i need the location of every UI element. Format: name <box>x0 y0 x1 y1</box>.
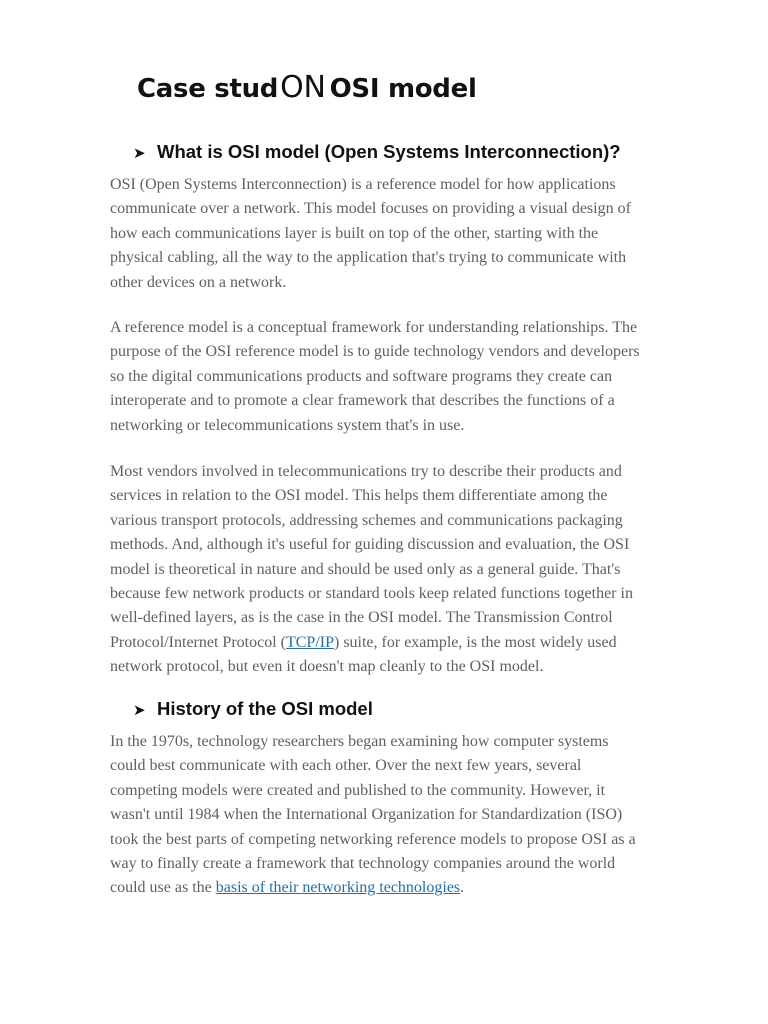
arrow-bullet-icon: ➤ <box>133 701 146 719</box>
paragraph-history <box>110 730 710 901</box>
paragraph-osi-definition: OSI (Open Systems Interconnection) is a reference model for how applications communicate over a network. This model focuses on providing a visual design of how each communications layer is built on top of the other, starting with the physical cabling, all the way to the application that's trying to communicate with other devices on a network. <box>110 176 631 291</box>
paragraph-reference-model: A reference model is a conceptual framework for understanding relationships. The purpose of the OSI reference model is to guide technology vendors and developers so the digital communications products and software programs they create can interoperate and to promote a clear framework that describes the functions of a networking or telecommunications system that's in use. <box>110 319 640 434</box>
networking-technologies-link[interactable]: basis of their networking technologies <box>215 879 461 897</box>
section-heading-history <box>133 698 373 720</box>
paragraph-text-after-link: ) suite, for example, is the most widely used network protocol, but even it doesn't map cleanly to the OSI model. <box>110 633 617 676</box>
paragraph-vendors <box>110 460 710 680</box>
section-heading-text: What is OSI model (Open Systems Interconnection)? <box>157 141 621 162</box>
paragraph-text-after-link: . <box>460 879 465 897</box>
paragraph-text-before-link: In the 1970s, technology researchers began examining how computer systems could best communicate with each other. Over the next few years, several competing models were created and published to the community. However, it wasn't until 1984 when the International Organization for Standardization (ISO) took the best parts of competing networking reference models to propose OSI as a way to finally create a framework that technology companies around the world could use as the <box>110 733 636 897</box>
section-heading-text: History of the OSI model <box>157 698 373 719</box>
title-part-3: OSI model <box>329 74 477 104</box>
arrow-bullet-icon: ➤ <box>133 144 146 162</box>
section-heading-what-is-osi <box>133 141 621 163</box>
document-title <box>137 70 477 105</box>
tcp-ip-link[interactable]: TCP/IP <box>285 633 334 651</box>
title-part-1: Case stud <box>137 74 279 104</box>
title-part-2: ON <box>280 70 326 105</box>
paragraph-text-before-link: Most vendors involved in telecommunications try to describe their products and services in relation to the OSI model. This helps them differentiate among the various transport protocols, addressing schemes and communications packaging methods. And, although it's useful for guiding discussion and evaluation, the OSI model is theoretical in nature and should be used only as a general guide. That's because few network products or standard tools keep related functions together in well-defined layers, as is the case in the OSI model. The Transmission Control Protocol/Internet Protocol ( <box>110 463 633 651</box>
